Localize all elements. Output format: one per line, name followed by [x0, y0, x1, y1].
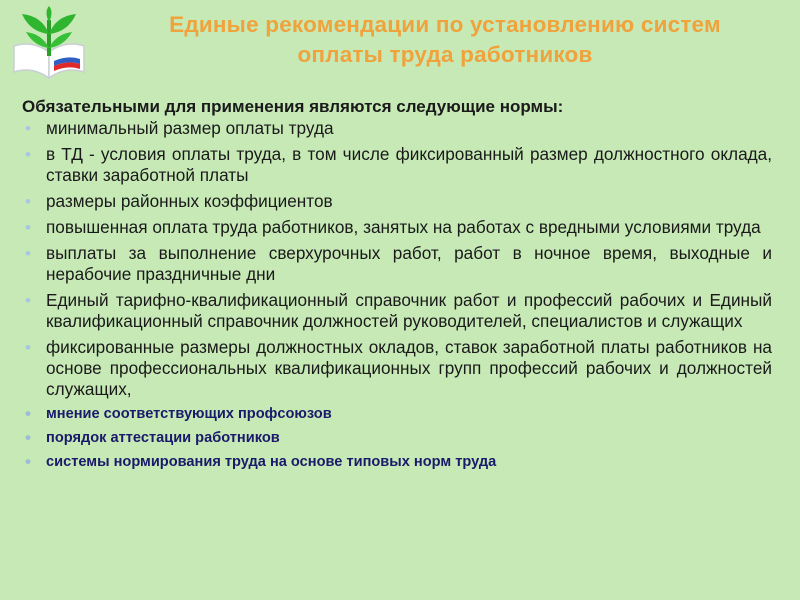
- list-item-bold: • порядок аттестации работников: [24, 429, 772, 447]
- list-item: • минимальный размер оплаты труда: [24, 118, 772, 139]
- list-item: • повышенная оплата труда работников, занятых на работах с вредными условиями труда: [24, 217, 772, 238]
- list-item-bold: • мнение соответствующих профсоюзов: [24, 405, 772, 423]
- title-line-1: Единые рекомендации по установлению систем: [169, 12, 721, 37]
- list-item: • в ТД - условия оплаты труда, в том числе фиксированный размер должностного оклада, ставки заработной платы: [24, 144, 772, 186]
- norms-list: [24, 118, 772, 477]
- union-book-sprout-logo-icon: [8, 6, 90, 84]
- title-line-2: оплаты труда работников: [297, 42, 593, 67]
- list-item: • Единый тарифно-квалификационный справочник работ и профессий рабочих и Единый квалификационный справочник должностей руководителей, специалистов и служащих: [24, 290, 772, 332]
- list-item-bold: • системы нормирования труда на основе типовых норм труда: [24, 453, 772, 471]
- section-heading: Обязательными для применения являются следующие нормы:: [22, 97, 564, 116]
- page-title: [100, 10, 790, 70]
- list-item: • выплаты за выполнение сверхурочных работ, работ в ночное время, выходные и нерабочие праздничные дни: [24, 243, 772, 285]
- list-item: • размеры районных коэффициентов: [24, 191, 772, 212]
- list-item: • фиксированные размеры должностных окладов, ставок заработной платы работников на основе профессиональных квалификационных групп профессий рабочих и должностей служащих,: [24, 337, 772, 400]
